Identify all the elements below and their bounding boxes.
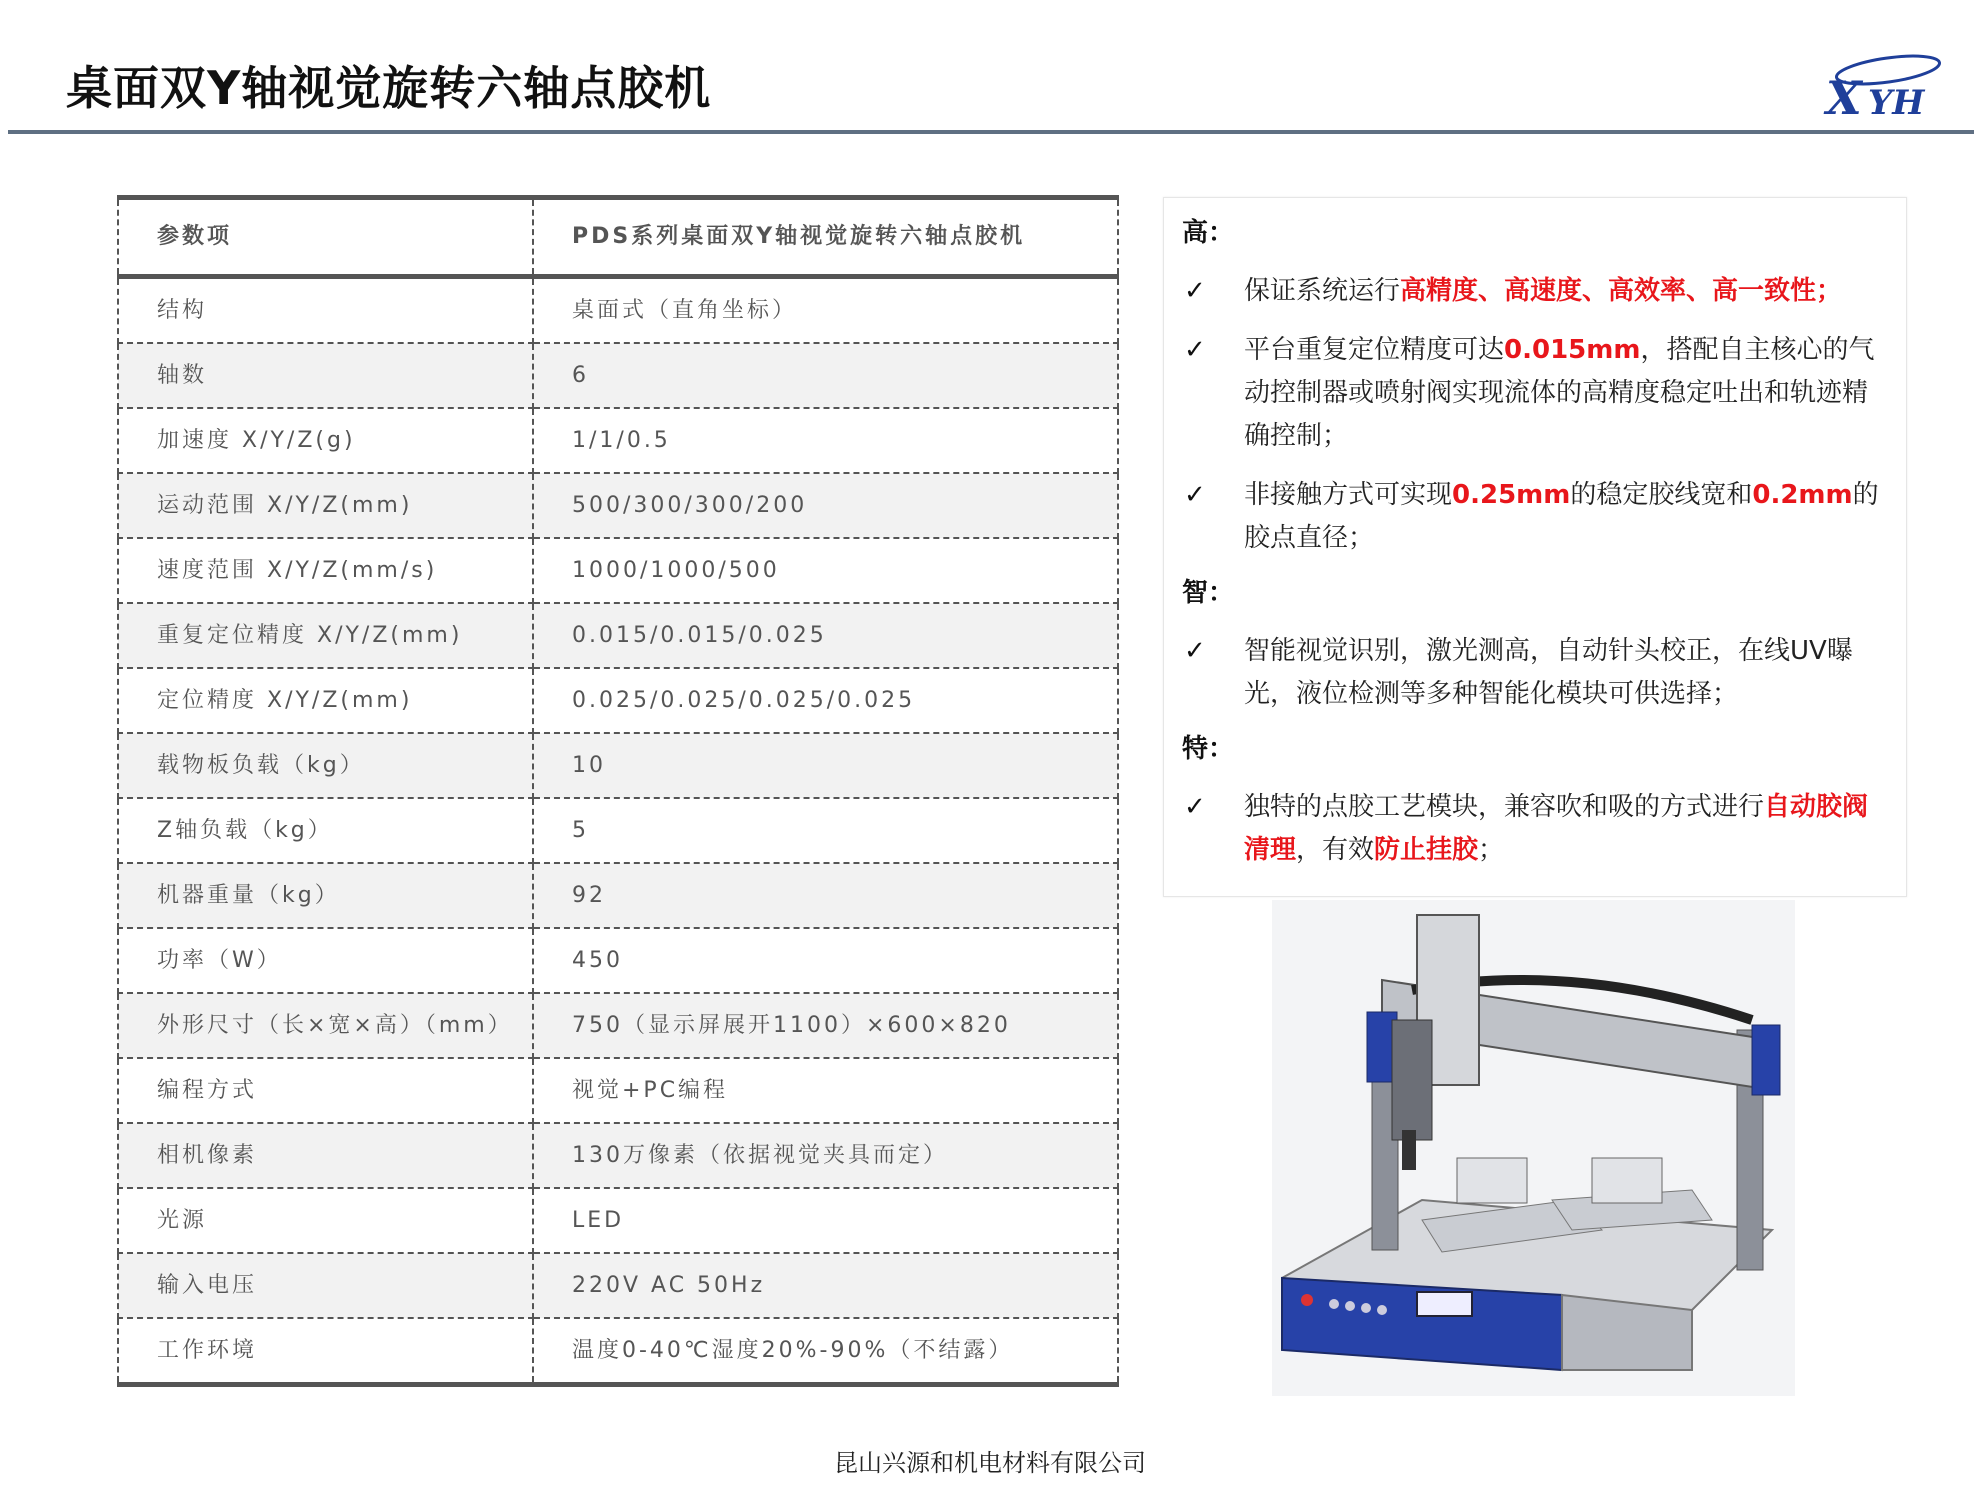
param-value: 温度0-40℃湿度20%-90%（不结露） (533, 1318, 1118, 1385)
param-name: 功率（W） (118, 928, 533, 993)
table-row (118, 1318, 1118, 1385)
table-row (118, 277, 1118, 344)
feature-highlight: 高精度、高速度、高效率、高一致性； (1400, 276, 1843, 306)
param-value: 750（显示屏展开1100）×600×820 (533, 993, 1118, 1058)
param-value: LED (533, 1188, 1118, 1253)
feature-text: ； (1478, 835, 1505, 865)
feature-text: 的胶点直径； (1244, 480, 1879, 553)
table-row (118, 603, 1118, 668)
param-value: 92 (533, 863, 1118, 928)
table-row (118, 798, 1118, 863)
feature-highlight: 0.2mm (1752, 480, 1853, 510)
table-header-param: 参数项 (118, 198, 533, 277)
checkmark-icon: ✓ (1184, 792, 1206, 822)
param-value: 0.025/0.025/0.025/0.025 (533, 668, 1118, 733)
param-name: 载物板负载（kg） (118, 733, 533, 798)
param-name: 速度范围 X/Y/Z(mm/s) (118, 538, 533, 603)
feature-highlight: 0.015mm (1504, 335, 1641, 365)
feature-heading-special: 特： (1182, 734, 1235, 764)
footer-company: 昆山兴源和机电材料有限公司 (834, 1449, 1146, 1477)
param-name: 机器重量（kg） (118, 863, 533, 928)
table-header-row (118, 198, 1118, 277)
feature-text: 平台重复定位精度可达 (1244, 335, 1505, 365)
svg-text:X: X (1826, 71, 1862, 125)
param-name: 定位精度 X/Y/Z(mm) (118, 668, 533, 733)
feature-text: 的稳定胶线宽和 (1570, 480, 1753, 510)
feature-text: ，有效 (1296, 835, 1375, 865)
param-name: 重复定位精度 X/Y/Z(mm) (118, 603, 533, 668)
table-row (118, 668, 1118, 733)
feature-highlight: 防止挂胶 (1374, 835, 1479, 865)
param-name: 结构 (118, 277, 533, 344)
table-row (118, 538, 1118, 603)
feature-highlight: 0.25mm (1452, 480, 1571, 510)
param-name: 相机像素 (118, 1123, 533, 1188)
param-name: Z轴负载（kg） (118, 798, 533, 863)
dispenser-machine-image (1272, 900, 1795, 1396)
svg-text:YH: YH (1868, 83, 1925, 123)
feature-heading-high: 高： (1182, 218, 1235, 248)
table-row (118, 473, 1118, 538)
table-row (118, 1253, 1118, 1318)
page-title: 桌面双Y轴视觉旋转六轴点胶机 (66, 61, 712, 115)
param-value: 1/1/0.5 (533, 408, 1118, 473)
table-row (118, 733, 1118, 798)
checkmark-icon: ✓ (1184, 276, 1206, 306)
param-value: 130万像素（依据视觉夹具而定） (533, 1123, 1118, 1188)
table-header-model: PDS系列桌面双Y轴视觉旋转六轴点胶机 (533, 198, 1118, 277)
param-name: 外形尺寸（长×宽×高）（mm） (118, 993, 533, 1058)
table-row (118, 993, 1118, 1058)
param-name: 编程方式 (118, 1058, 533, 1123)
param-value: 视觉+PC编程 (533, 1058, 1118, 1123)
param-name: 运动范围 X/Y/Z(mm) (118, 473, 533, 538)
param-value: 0.015/0.015/0.025 (533, 603, 1118, 668)
param-value: 1000/1000/500 (533, 538, 1118, 603)
feature-item (1182, 329, 1884, 458)
feature-text: 保证系统运行 (1244, 276, 1401, 306)
checkmark-icon: ✓ (1184, 480, 1206, 510)
param-name: 输入电压 (118, 1253, 533, 1318)
param-name: 加速度 X/Y/Z(g) (118, 408, 533, 473)
feature-item (1182, 630, 1884, 716)
table-row (118, 343, 1118, 408)
param-value: 220V AC 50Hz (533, 1253, 1118, 1318)
feature-heading-smart: 智： (1182, 578, 1235, 608)
table-row (118, 1123, 1118, 1188)
company-logo (1818, 44, 1948, 126)
param-value: 桌面式（直角坐标） (533, 277, 1118, 344)
checkmark-icon: ✓ (1184, 636, 1206, 666)
table-row (118, 928, 1118, 993)
feature-item (1182, 474, 1884, 560)
param-name: 光源 (118, 1188, 533, 1253)
param-name: 轴数 (118, 343, 533, 408)
param-value: 6 (533, 343, 1118, 408)
feature-text: ，搭配自主核心的气动控制器或喷射阀实现流体的高精度稳定吐出和轨迹精确控制； (1244, 335, 1875, 451)
checkmark-icon: ✓ (1184, 335, 1206, 365)
table-row (118, 863, 1118, 928)
features-panel (1163, 197, 1907, 897)
param-name: 工作环境 (118, 1318, 533, 1385)
table-row (118, 408, 1118, 473)
feature-highlight: 自动胶阀清理 (1244, 792, 1869, 865)
feature-text: 独特的点胶工艺模块，兼容吹和吸的方式进行 (1244, 792, 1765, 822)
table-row (118, 1058, 1118, 1123)
spec-table (117, 195, 1119, 1387)
title-divider (8, 130, 1974, 134)
feature-item (1182, 270, 1884, 313)
param-value: 500/300/300/200 (533, 473, 1118, 538)
feature-text: 智能视觉识别，激光测高，自动针头校正，在线UV曝光，液位检测等多种智能化模块可供选择； (1244, 636, 1853, 709)
param-value: 5 (533, 798, 1118, 863)
feature-text: 非接触方式可实现 (1244, 480, 1453, 510)
param-value: 450 (533, 928, 1118, 993)
table-row (118, 1188, 1118, 1253)
feature-item (1182, 786, 1884, 872)
param-value: 10 (533, 733, 1118, 798)
